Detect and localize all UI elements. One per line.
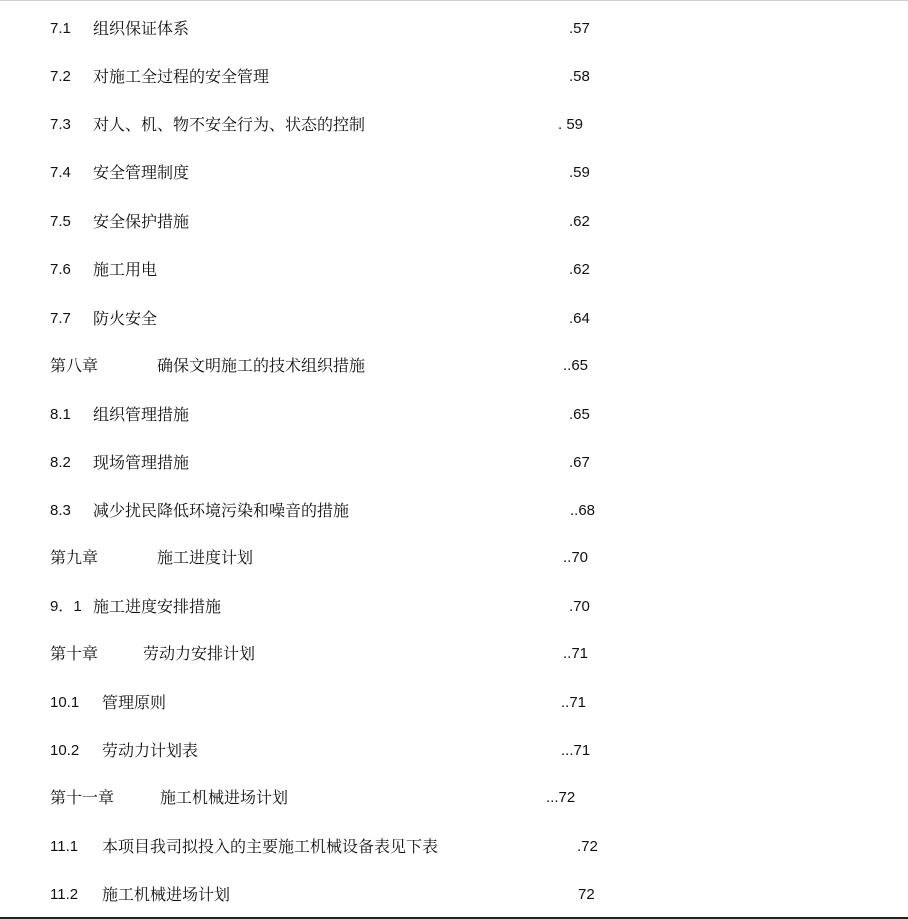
entry-title: 施工机械进场计划 xyxy=(102,885,231,904)
entry-title: 施工用电 xyxy=(93,260,158,279)
entry-page: .64 xyxy=(569,310,590,327)
entry-number: 8.1 xyxy=(50,406,71,423)
entry-number: 7.6 xyxy=(50,261,71,278)
entry-number: 9．1 xyxy=(50,598,82,615)
entry-title: 对人、机、物不安全行为、状态的控制 xyxy=(93,115,366,134)
toc-entry-7-4 xyxy=(0,158,908,188)
toc-entry-7-2 xyxy=(0,62,908,92)
entry-number: 7.3 xyxy=(50,116,71,133)
entry-title: 劳动力计划表 xyxy=(102,741,199,760)
entry-page: ..70 xyxy=(563,549,589,566)
entry-number: 11.2 xyxy=(50,886,79,903)
entry-page: .62 xyxy=(569,261,590,278)
toc-entry-11-1 xyxy=(0,832,908,862)
chapter-title: 确保文明施工的技术组织措施 xyxy=(157,356,366,375)
entry-title: 安全保护措施 xyxy=(93,212,190,231)
toc-entry-7-7 xyxy=(0,304,908,334)
entry-page: ..65 xyxy=(563,357,589,374)
entry-number: 7.2 xyxy=(50,68,71,85)
toc-entry-7-1 xyxy=(0,14,908,44)
entry-title: 防火安全 xyxy=(93,309,158,328)
entry-page: .57 xyxy=(569,20,590,37)
toc-entry-8-3 xyxy=(0,496,908,526)
toc-chapter-9 xyxy=(0,543,908,573)
entry-page: .59 xyxy=(569,164,590,181)
toc-entry-11-2 xyxy=(0,880,908,910)
entry-page: ..68 xyxy=(570,502,596,519)
toc-entry-10-1 xyxy=(0,688,908,718)
entry-page: ...72 xyxy=(546,789,576,806)
entry-title: 本项目我司拟投入的主要施工机械设备表见下表 xyxy=(102,837,439,856)
entry-number: 10.2 xyxy=(50,742,80,759)
toc-entry-7-3 xyxy=(0,110,908,140)
entry-number: 11.1 xyxy=(50,838,79,855)
toc-chapter-11 xyxy=(0,783,908,813)
toc-entry-8-1 xyxy=(0,400,908,430)
entry-page: ..71 xyxy=(561,694,587,711)
chapter-number: 第八章 xyxy=(50,356,99,375)
entry-page: .72 xyxy=(577,838,598,855)
entry-page: 72 xyxy=(578,886,595,903)
entry-title: 对施工全过程的安全管理 xyxy=(93,67,270,86)
entry-title: 施工进度安排措施 xyxy=(93,597,222,616)
toc-entry-10-2 xyxy=(0,736,908,766)
entry-number: 7.7 xyxy=(50,310,71,327)
chapter-title: 劳动力安排计划 xyxy=(143,644,256,663)
entry-title: 管理原则 xyxy=(102,693,167,712)
entry-title: 现场管理措施 xyxy=(93,453,190,472)
chapter-number: 第十一章 xyxy=(50,788,115,807)
chapter-number: 第十章 xyxy=(50,644,99,663)
entry-number: 8.2 xyxy=(50,454,71,471)
entry-number: 7.5 xyxy=(50,213,71,230)
entry-number: 7.4 xyxy=(50,164,71,181)
toc-chapter-8 xyxy=(0,351,908,381)
toc-entry-7-5 xyxy=(0,207,908,237)
entry-title: 组织管理措施 xyxy=(93,405,190,424)
toc-entry-9-1 xyxy=(0,592,908,622)
entry-page: ..71 xyxy=(563,645,589,662)
entry-number: 7.1 xyxy=(50,20,71,37)
entry-page: .62 xyxy=(569,213,590,230)
entry-page: .65 xyxy=(569,406,590,423)
chapter-title: 施工进度计划 xyxy=(157,548,254,567)
entry-title: 组织保证体系 xyxy=(93,19,190,38)
entry-title: 减少扰民降低环境污染和噪音的措施 xyxy=(93,501,350,520)
toc-entry-7-6 xyxy=(0,255,908,285)
entry-page: ...71 xyxy=(561,742,591,759)
entry-page: .58 xyxy=(569,68,590,85)
toc-entry-8-2 xyxy=(0,448,908,478)
entry-page: .70 xyxy=(569,598,590,615)
chapter-number: 第九章 xyxy=(50,548,99,567)
entry-title: 安全管理制度 xyxy=(93,163,190,182)
entry-number: 10.1 xyxy=(50,694,80,711)
entry-page: . 59 xyxy=(558,116,584,133)
entry-number: 8.3 xyxy=(50,502,71,519)
entry-page: .67 xyxy=(569,454,590,471)
chapter-title: 施工机械进场计划 xyxy=(160,788,289,807)
toc-chapter-10 xyxy=(0,639,908,669)
